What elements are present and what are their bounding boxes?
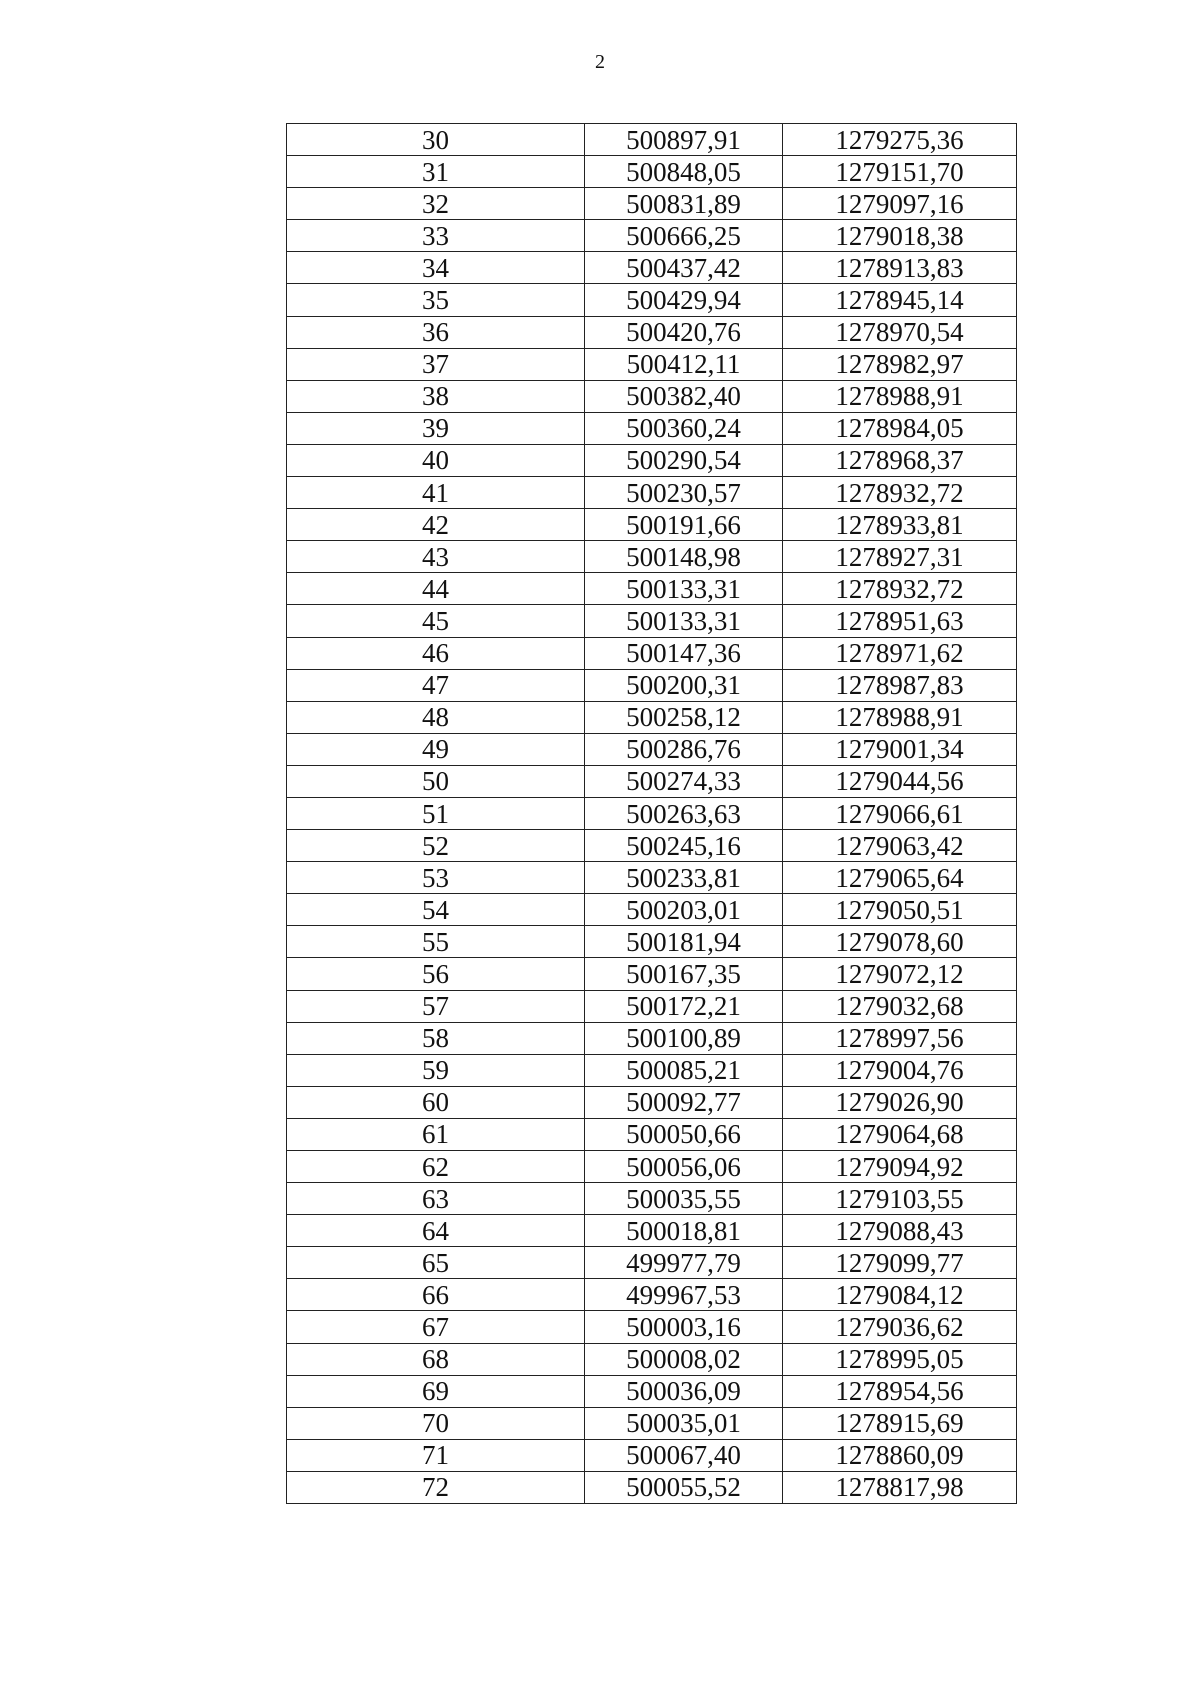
y-coordinate-cell: 1279036,62 [783,1311,1017,1343]
point-number-cell: 35 [287,284,585,316]
x-coordinate-cell: 500036,09 [585,1375,783,1407]
y-coordinate-cell: 1279018,38 [783,220,1017,252]
coordinates-table [286,123,1017,1504]
x-coordinate-cell: 500172,21 [585,990,783,1022]
y-coordinate-cell: 1279032,68 [783,990,1017,1022]
table-row [287,1022,1017,1054]
y-coordinate-cell: 1278932,72 [783,477,1017,509]
table-row [287,797,1017,829]
x-coordinate-cell: 500003,16 [585,1311,783,1343]
y-coordinate-cell: 1278997,56 [783,1022,1017,1054]
table-row [287,637,1017,669]
y-coordinate-cell: 1278987,83 [783,669,1017,701]
x-coordinate-cell: 500148,98 [585,541,783,573]
table-row [287,669,1017,701]
table-row [287,1311,1017,1343]
point-number-cell: 30 [287,124,585,156]
table-row [287,380,1017,412]
table-row [287,541,1017,573]
y-coordinate-cell: 1278860,09 [783,1439,1017,1471]
x-coordinate-cell: 500290,54 [585,444,783,476]
point-number-cell: 65 [287,1247,585,1279]
x-coordinate-cell: 500831,89 [585,188,783,220]
y-coordinate-cell: 1278915,69 [783,1407,1017,1439]
point-number-cell: 69 [287,1375,585,1407]
point-number-cell: 32 [287,188,585,220]
point-number-cell: 34 [287,252,585,284]
table-row [287,1215,1017,1247]
table-row [287,348,1017,380]
point-number-cell: 48 [287,701,585,733]
x-coordinate-cell: 500100,89 [585,1022,783,1054]
x-coordinate-cell: 500067,40 [585,1439,783,1471]
table-row [287,862,1017,894]
table-row [287,573,1017,605]
y-coordinate-cell: 1278954,56 [783,1375,1017,1407]
point-number-cell: 72 [287,1471,585,1503]
point-number-cell: 53 [287,862,585,894]
table-row [287,1247,1017,1279]
y-coordinate-cell: 1278817,98 [783,1471,1017,1503]
table-row [287,1439,1017,1471]
point-number-cell: 38 [287,380,585,412]
y-coordinate-cell: 1278988,91 [783,701,1017,733]
point-number-cell: 45 [287,605,585,637]
x-coordinate-cell: 500133,31 [585,605,783,637]
x-coordinate-cell: 500274,33 [585,765,783,797]
y-coordinate-cell: 1278982,97 [783,348,1017,380]
table-row [287,1471,1017,1503]
table-row [287,444,1017,476]
y-coordinate-cell: 1278927,31 [783,541,1017,573]
x-coordinate-cell: 500085,21 [585,1054,783,1086]
y-coordinate-cell: 1279084,12 [783,1279,1017,1311]
y-coordinate-cell: 1278988,91 [783,380,1017,412]
point-number-cell: 57 [287,990,585,1022]
x-coordinate-cell: 500035,01 [585,1407,783,1439]
point-number-cell: 39 [287,412,585,444]
point-number-cell: 42 [287,509,585,541]
x-coordinate-cell: 499967,53 [585,1279,783,1311]
table-row [287,990,1017,1022]
y-coordinate-cell: 1279088,43 [783,1215,1017,1247]
point-number-cell: 64 [287,1215,585,1247]
x-coordinate-cell: 499977,79 [585,1247,783,1279]
table-row [287,894,1017,926]
x-coordinate-cell: 500286,76 [585,733,783,765]
x-coordinate-cell: 500437,42 [585,252,783,284]
x-coordinate-cell: 500203,01 [585,894,783,926]
x-coordinate-cell: 500382,40 [585,380,783,412]
x-coordinate-cell: 500133,31 [585,573,783,605]
x-coordinate-cell: 500420,76 [585,316,783,348]
table-row [287,1151,1017,1183]
table-row [287,316,1017,348]
point-number-cell: 37 [287,348,585,380]
x-coordinate-cell: 500191,66 [585,509,783,541]
y-coordinate-cell: 1278995,05 [783,1343,1017,1375]
y-coordinate-cell: 1279064,68 [783,1118,1017,1150]
point-number-cell: 31 [287,156,585,188]
x-coordinate-cell: 500258,12 [585,701,783,733]
point-number-cell: 33 [287,220,585,252]
x-coordinate-cell: 500233,81 [585,862,783,894]
table-row [287,1183,1017,1215]
point-number-cell: 60 [287,1086,585,1118]
table-row [287,477,1017,509]
x-coordinate-cell: 500360,24 [585,412,783,444]
y-coordinate-cell: 1279066,61 [783,797,1017,829]
table-row [287,188,1017,220]
y-coordinate-cell: 1278951,63 [783,605,1017,637]
y-coordinate-cell: 1279094,92 [783,1151,1017,1183]
point-number-cell: 46 [287,637,585,669]
y-coordinate-cell: 1278968,37 [783,444,1017,476]
y-coordinate-cell: 1279044,56 [783,765,1017,797]
table-row [287,156,1017,188]
table-row [287,1343,1017,1375]
x-coordinate-cell: 500181,94 [585,926,783,958]
point-number-cell: 54 [287,894,585,926]
table-row [287,252,1017,284]
x-coordinate-cell: 500056,06 [585,1151,783,1183]
point-number-cell: 49 [287,733,585,765]
x-coordinate-cell: 500147,36 [585,637,783,669]
table-row [287,926,1017,958]
coordinates-table-body [287,124,1017,1504]
table-row [287,765,1017,797]
table-row [287,1279,1017,1311]
point-number-cell: 62 [287,1151,585,1183]
table-row [287,1054,1017,1086]
point-number-cell: 70 [287,1407,585,1439]
x-coordinate-cell: 500035,55 [585,1183,783,1215]
y-coordinate-cell: 1279063,42 [783,830,1017,862]
y-coordinate-cell: 1278970,54 [783,316,1017,348]
table-row [287,701,1017,733]
x-coordinate-cell: 500018,81 [585,1215,783,1247]
x-coordinate-cell: 500050,66 [585,1118,783,1150]
point-number-cell: 58 [287,1022,585,1054]
table-row [287,124,1017,156]
table-row [287,509,1017,541]
table-row [287,284,1017,316]
y-coordinate-cell: 1279072,12 [783,958,1017,990]
point-number-cell: 55 [287,926,585,958]
table-row [287,1086,1017,1118]
point-number-cell: 52 [287,830,585,862]
table-row [287,1407,1017,1439]
point-number-cell: 63 [287,1183,585,1215]
point-number-cell: 66 [287,1279,585,1311]
table-row [287,605,1017,637]
point-number-cell: 44 [287,573,585,605]
x-coordinate-cell: 500412,11 [585,348,783,380]
x-coordinate-cell: 500230,57 [585,477,783,509]
table-row [287,1118,1017,1150]
point-number-cell: 71 [287,1439,585,1471]
table-row [287,412,1017,444]
y-coordinate-cell: 1279026,90 [783,1086,1017,1118]
table-row [287,220,1017,252]
y-coordinate-cell: 1279065,64 [783,862,1017,894]
x-coordinate-cell: 500848,05 [585,156,783,188]
table-row [287,1375,1017,1407]
point-number-cell: 67 [287,1311,585,1343]
x-coordinate-cell: 500055,52 [585,1471,783,1503]
y-coordinate-cell: 1279103,55 [783,1183,1017,1215]
x-coordinate-cell: 500429,94 [585,284,783,316]
y-coordinate-cell: 1278913,83 [783,252,1017,284]
point-number-cell: 40 [287,444,585,476]
point-number-cell: 68 [287,1343,585,1375]
y-coordinate-cell: 1279097,16 [783,188,1017,220]
point-number-cell: 56 [287,958,585,990]
table-row [287,830,1017,862]
y-coordinate-cell: 1278984,05 [783,412,1017,444]
table-row [287,733,1017,765]
y-coordinate-cell: 1278971,62 [783,637,1017,669]
x-coordinate-cell: 500666,25 [585,220,783,252]
point-number-cell: 36 [287,316,585,348]
table-row [287,958,1017,990]
y-coordinate-cell: 1279050,51 [783,894,1017,926]
y-coordinate-cell: 1279004,76 [783,1054,1017,1086]
x-coordinate-cell: 500008,02 [585,1343,783,1375]
point-number-cell: 41 [287,477,585,509]
x-coordinate-cell: 500897,91 [585,124,783,156]
y-coordinate-cell: 1279275,36 [783,124,1017,156]
y-coordinate-cell: 1279001,34 [783,733,1017,765]
page-number: 2 [595,51,605,73]
point-number-cell: 51 [287,797,585,829]
point-number-cell: 59 [287,1054,585,1086]
y-coordinate-cell: 1279078,60 [783,926,1017,958]
x-coordinate-cell: 500263,63 [585,797,783,829]
y-coordinate-cell: 1278945,14 [783,284,1017,316]
point-number-cell: 47 [287,669,585,701]
y-coordinate-cell: 1279151,70 [783,156,1017,188]
x-coordinate-cell: 500092,77 [585,1086,783,1118]
point-number-cell: 61 [287,1118,585,1150]
point-number-cell: 50 [287,765,585,797]
point-number-cell: 43 [287,541,585,573]
y-coordinate-cell: 1278933,81 [783,509,1017,541]
x-coordinate-cell: 500167,35 [585,958,783,990]
y-coordinate-cell: 1278932,72 [783,573,1017,605]
y-coordinate-cell: 1279099,77 [783,1247,1017,1279]
x-coordinate-cell: 500245,16 [585,830,783,862]
x-coordinate-cell: 500200,31 [585,669,783,701]
